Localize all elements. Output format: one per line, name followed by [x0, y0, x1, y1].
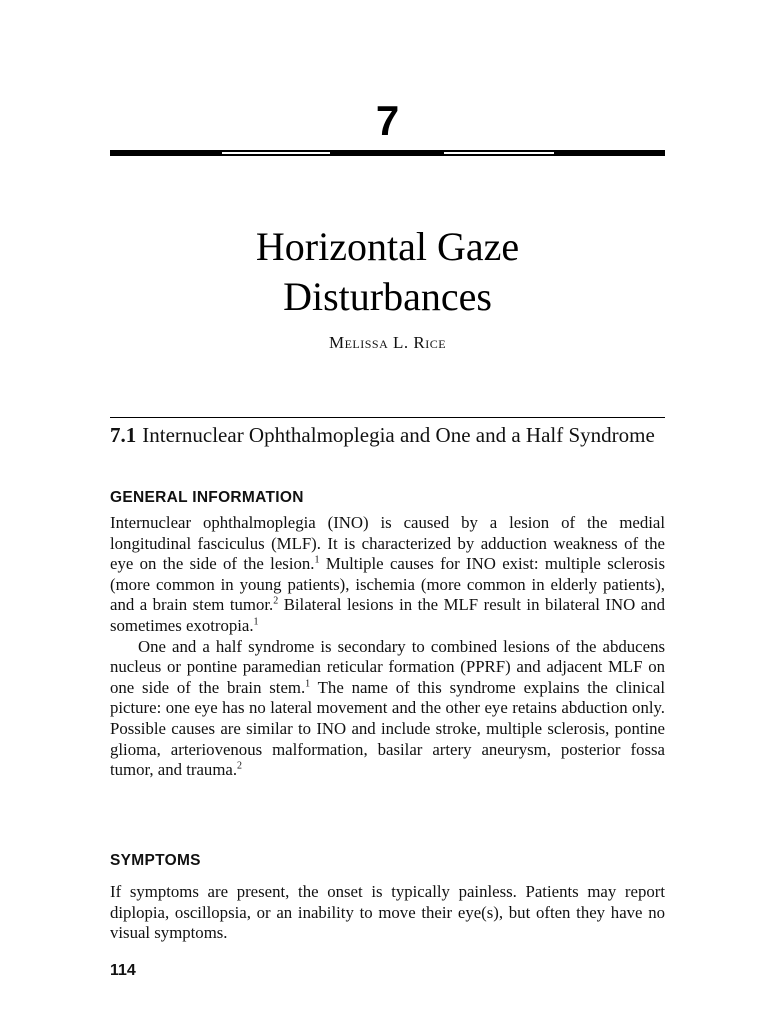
- text-run: The name of this syndrome explains the clinical picture: one eye has no lateral movement and the other eye retains abduction only. Possible causes are similar to INO and include stroke, multiple sclerosis, pontine glioma, arteriovenous malformation, basilar artery aneurysm, posterior fossa tumor, and trauma.: [110, 677, 665, 780]
- reference-mark: 1: [314, 554, 320, 566]
- page-number: 114: [110, 962, 136, 979]
- reference-mark: 1: [253, 616, 259, 628]
- section-heading: [110, 422, 665, 449]
- reference-mark: 1: [305, 678, 311, 690]
- chapter-title-line: Disturbances: [283, 274, 492, 319]
- symptoms-heading: SYMPTOMS: [110, 852, 201, 869]
- general-information-heading: GENERAL INFORMATION: [110, 489, 304, 506]
- section-title: Internuclear Ophthalmoplegia and One and a Half Syndrome: [142, 423, 655, 447]
- symptoms-body: [110, 882, 665, 944]
- paragraph: If symptoms are present, the onset is typically painless. Patients may report diplopia, oscillopsia, or an inability to move their eye(s), but often they have no visual symptoms.: [110, 882, 665, 943]
- text-run: One and a half syndrome is secondary to combined lesions of the abducens nucleus or pontine paramedian reticular formation (PPRF) and adjacent MLF on one side of the brain stem.: [110, 636, 665, 697]
- reference-mark: 2: [237, 760, 243, 772]
- chapter-divider: [110, 150, 665, 156]
- section-number: 7.1: [110, 423, 137, 447]
- paragraph: [110, 637, 665, 781]
- text-run: Internuclear ophthalmoplegia (INO) is caused by a lesion of the medial longitudinal fasciculus (MLF). It is characterized by adduction weakness of the eye on the side of the lesion.: [110, 513, 665, 574]
- text-run: Bilateral lesions in the MLF result in bilateral INO and sometimes exotropia.: [110, 595, 665, 635]
- divider-gap: [444, 152, 554, 154]
- chapter-title: [110, 222, 665, 322]
- reference-mark: 2: [273, 595, 279, 607]
- paragraph: [110, 513, 665, 637]
- chapter-title-line: Horizontal Gaze: [255, 224, 520, 269]
- section-divider: [110, 417, 665, 418]
- book-page: [110, 0, 665, 1024]
- text-run: Multiple causes for INO exist: multiple sclerosis (more common in young patients), ischemia (more common in elderly patients), and a brain stem tumor.: [110, 554, 665, 615]
- general-information-body: [110, 513, 665, 781]
- chapter-number: 7: [375, 97, 400, 144]
- author-name: Melissa L. Rice: [328, 333, 447, 352]
- divider-gap: [222, 152, 330, 154]
